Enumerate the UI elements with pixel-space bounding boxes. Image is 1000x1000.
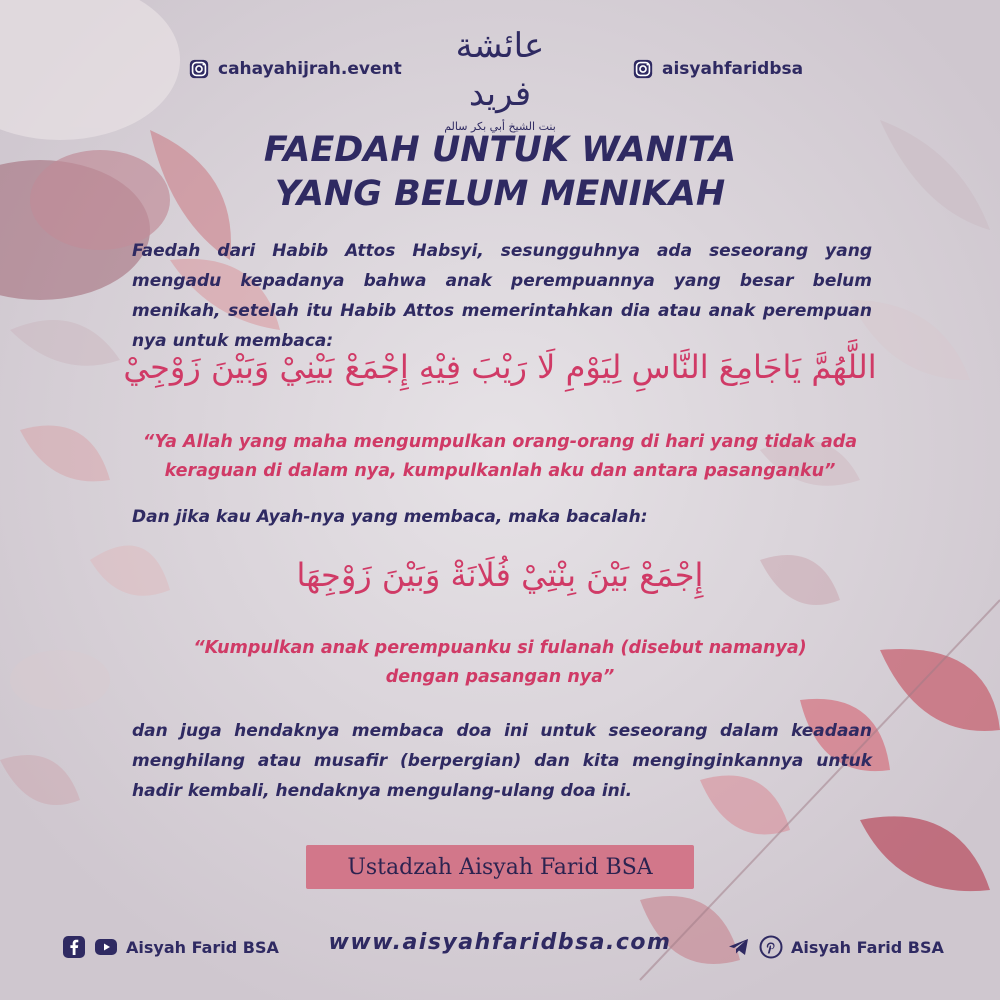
translation-2-line-2: dengan pasangan nya” [385,667,615,687]
author-name: Ustadzah Aisyah Farid BSA [347,854,653,880]
footer-social-right[interactable] [727,935,944,959]
logo-calligraphy: عائشة فريد [455,26,545,114]
instagram-handle-left-text: cahayahijrah.event [218,59,402,79]
footer-right-name: Aisyah Farid BSA [791,937,944,957]
intro-paragraph: Faedah dari Habib Attos Habsyi, sesungguhnya ada seseorang yang mengadu kepadanya bahwa anak perempuannya yang besar belum menikah, setelah itu Habib Attos memerintahkan dia atau anak perempuan nya untuk membaca: [132,241,872,351]
closing-paragraph: dan juga hendaknya membaca doa ini untuk seseorang dalam keadaan menghilang atau musafir (berpergian) dan kita menginginkannya untuk hadir kembali, hendaknya mengulang-ulang doa ini. [132,721,872,801]
telegram-icon[interactable] [727,935,751,959]
logo-subtitle: بنت الشيخ أبي بكر سالم [444,120,556,133]
pinterest-icon[interactable] [759,935,783,959]
father-instruction: Dan jika kau Ayah-nya yang membaca, maka bacalah: [132,507,648,527]
instagram-handle-right[interactable] [632,58,803,80]
translation-2 [0,634,1000,692]
arabic-prayer-1: اللَّهُمَّ يَاجَامِعَ النَّاسِ لِيَوْمِ لَا رَيْبَ فِيْهِ إِجْمَعْ بَيْنِيْ وَبَيْنَ زَوْجِيْ [123,348,877,386]
translation-1-line-1: “Ya Allah yang maha mengumpulkan orang-orang di hari yang tidak ada [142,432,858,452]
translation-2-line-1: “Kumpulkan anak perempuanku si fulanah (disebut namanya) [193,638,807,658]
translation-1 [0,428,1000,486]
instagram-handle-left[interactable] [188,58,402,80]
title-line-2: YANG BELUM MENIKAH [274,174,726,214]
instagram-icon [188,58,210,80]
title-line-1: FAEDAH UNTUK WANITA [263,130,737,170]
website-url[interactable]: www.aisyahfaridbsa.com [328,930,672,955]
instagram-icon [632,58,654,80]
logo [430,22,570,133]
translation-1-line-2: keraguan di dalam nya, kumpulkanlah aku dan antara pasanganku” [164,461,836,481]
arabic-prayer-2: إِجْمَعْ بَيْنَ بِنْتِيْ فُلَانَةْ وَبَيْنَ زَوْجِهَا [296,556,704,594]
author-banner [306,845,694,889]
footer-left-name: Aisyah Farid BSA [126,937,279,957]
instagram-handle-right-text: aisyahfaridbsa [662,59,804,79]
page-title [0,128,1000,216]
